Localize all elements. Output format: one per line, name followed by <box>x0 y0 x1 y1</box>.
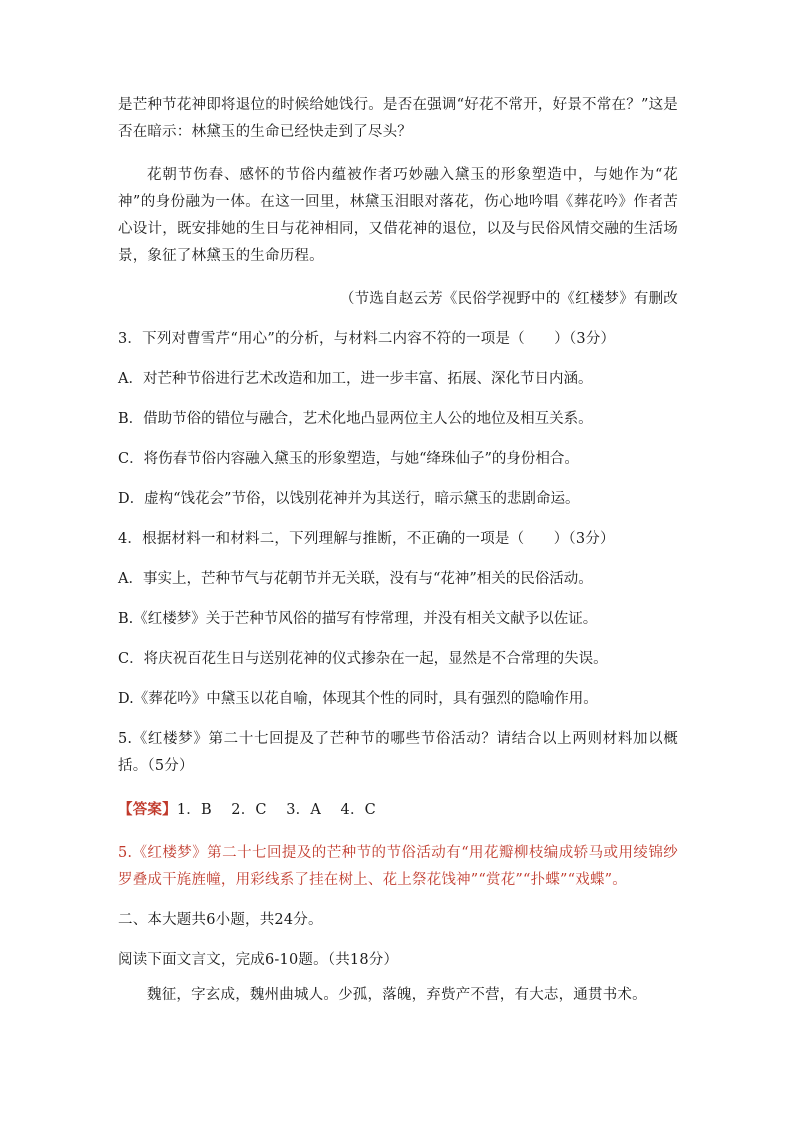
q3-option-b: B．借助节俗的错位与融合，艺术化地凸显两位主人公的地位及相互关系。 <box>118 411 593 427</box>
section2-instruction: 阅读下面文言文，完成6-10题。（共18分） <box>118 952 399 968</box>
q4-stem: 4．根据材料一和材料二，下列理解与推断，不正确的一项是（ ）（3分） <box>118 531 615 547</box>
q4-option-d: D.《葬花吟》中黛玉以花自喻，体现其个性的同时，具有强烈的隐喻作用。 <box>118 691 598 707</box>
q3-option-d: D．虚构“饯花会”节俗，以饯别花神并为其送行，暗示黛玉的悲剧命运。 <box>118 491 580 507</box>
document-page <box>118 92 678 1009</box>
q4-option-c: C．将庆祝百花生日与送别花神的仪式掺杂在一起，显然是不合常理的失误。 <box>118 651 608 667</box>
q4-option-b: B.《红楼梦》关于芒种节风俗的描写有悖常理，并没有相关文献予以佐证。 <box>118 611 598 627</box>
q5-stem: 5.《红楼梦》第二十七回提及了芒种节的哪些节俗活动？请结合以上两则材料加以概括。（5分） <box>118 731 678 774</box>
answer-q5 <box>118 840 678 894</box>
q3-stem: 3．下列对曹雪芹“用心”的分析，与材料二内容不符的一项是（ ）（3分） <box>118 331 616 347</box>
answer-label: 【答案】 <box>118 801 177 818</box>
material2-para2: 花朝节伤春、感怀的节俗内蕴被作者巧妙融入黛玉的形象塑造中，与她作为“花神”的身份融为一体。在这一回里，林黛玉泪眼对落花，伤心地吟唱《葬花吟》作者苦心设计，既安排她的生日与花神相同，又借花神的退位，以及与民俗风情交融的生活场景，象征了林黛玉的生命历程。 <box>118 167 678 264</box>
answer-q5-prefix: 5.《红楼梦》第二十七回提及的芒种节的节俗活动有 <box>118 845 462 861</box>
q3-option-c: C．将伤春节俗内容融入黛玉的形象塑造，与她“绛珠仙子”的身份相合。 <box>118 451 579 467</box>
section2-heading: 二、本大题共6小题，共24分。 <box>118 912 323 928</box>
material2-source: （节选自赵云芳《民俗学视野中的《红楼梦》有删改 <box>339 291 678 307</box>
answer-choices: 1．B 2．C 3．A 4．C <box>176 802 376 818</box>
q3-option-a: A．对芒种节俗进行艺术改造和加工，进一步丰富、拓展、深化节日内涵。 <box>118 371 593 387</box>
answer-line <box>118 796 678 824</box>
material2-para1: 是芒种节花神即将退位的时候给她饯行。是否在强调“好花不常开，好景不常在？”这是否在暗示：林黛玉的生命已经快走到了尽头？ <box>118 97 678 140</box>
q4-option-a: A．事实上，芒种节气与花朝节并无关联，没有与“花神”相关的民俗活动。 <box>118 571 593 587</box>
classical-text: 魏征，字玄成，魏州曲城人。少孤，落魄，弃赀产不营，有大志，通贯书术。 <box>147 987 647 1003</box>
answer-q5-body: “用花瓣柳枝编成轿马或用绫锦纱罗叠成干旄旌幢，用彩线系了挂在树上、花上祭花饯神”“赏花”“扑蝶”“戏蝶”。 <box>118 845 678 888</box>
